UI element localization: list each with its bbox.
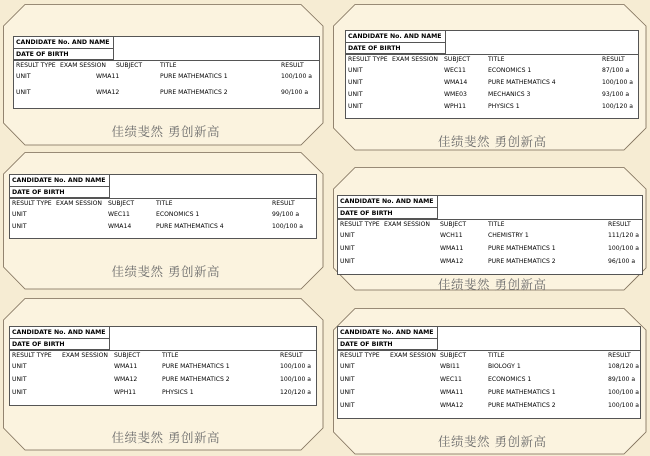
subject-code: WMA14 xyxy=(444,79,468,86)
result-value: 100/100 a xyxy=(608,389,639,396)
result-value: 90/100 a xyxy=(281,89,309,96)
col-result-type: RESULT TYPE xyxy=(12,200,52,207)
col-result-type: RESULT TYPE xyxy=(348,56,388,63)
header-divider xyxy=(10,350,316,351)
result-value: 89/100 a xyxy=(608,376,636,383)
subject-title: PURE MATHEMATICS 4 xyxy=(156,223,224,230)
result-value: 100/100 a xyxy=(608,245,639,252)
subject-code: WMA11 xyxy=(440,389,464,396)
result-type: UNIT xyxy=(348,67,363,74)
result-card xyxy=(3,4,324,146)
col-result: RESULT xyxy=(272,200,295,207)
subject-code: WEC11 xyxy=(440,376,462,383)
result-card xyxy=(3,152,324,290)
result-card xyxy=(333,308,647,455)
dob-label: DATE OF BIRTH xyxy=(10,187,110,198)
result-value: 100/100 a xyxy=(608,402,639,409)
result-type: UNIT xyxy=(16,89,31,96)
subject-title: PURE MATHEMATICS 4 xyxy=(488,79,556,86)
header-divider xyxy=(346,54,638,55)
dob-label: DATE OF BIRTH xyxy=(338,339,438,350)
candidate-label: CANDIDATE No. AND NAME xyxy=(338,327,438,339)
subject-code: WEC11 xyxy=(108,211,130,218)
subject-title: ECONOMICS 1 xyxy=(488,376,532,383)
subject-code: WMA12 xyxy=(440,402,464,409)
col-exam-session: EXAM SESSION xyxy=(56,200,102,207)
col-result: RESULT xyxy=(281,62,304,69)
col-subject: SUBJECT xyxy=(116,62,143,69)
result-type: UNIT xyxy=(12,223,27,230)
col-exam-session: EXAM SESSION xyxy=(62,352,108,359)
candidate-label: CANDIDATE No. AND NAME xyxy=(10,327,110,339)
result-type: UNIT xyxy=(340,402,355,409)
results-sheet xyxy=(9,174,317,239)
result-type: UNIT xyxy=(12,211,27,218)
results-sheet xyxy=(13,36,320,109)
result-type: UNIT xyxy=(12,376,27,383)
result-card xyxy=(333,167,647,291)
dob-label: DATE OF BIRTH xyxy=(14,49,114,60)
result-type: UNIT xyxy=(348,103,363,110)
candidate-label: CANDIDATE No. AND NAME xyxy=(338,196,438,208)
watermark: 佳绩斐然 勇创新高 xyxy=(438,134,547,149)
header-divider xyxy=(338,350,640,351)
result-type: UNIT xyxy=(12,389,27,396)
col-title: TITLE xyxy=(162,352,179,359)
result-type: UNIT xyxy=(16,73,31,80)
subject-code: WME03 xyxy=(444,91,467,98)
subject-code: WMA11 xyxy=(440,245,464,252)
col-exam-session: EXAM SESSION xyxy=(392,56,438,63)
result-value: 96/100 a xyxy=(608,258,636,265)
subject-code: WPH11 xyxy=(444,103,467,110)
results-sheet xyxy=(345,30,639,119)
subject-title: PURE MATHEMATICS 2 xyxy=(488,258,556,265)
watermark: 佳绩斐然 勇创新高 xyxy=(111,264,220,279)
col-subject: SUBJECT xyxy=(108,200,135,207)
result-type: UNIT xyxy=(340,258,355,265)
result-value: 108/120 a xyxy=(608,363,639,370)
result-type: UNIT xyxy=(12,363,27,370)
subject-code: WCH11 xyxy=(440,232,463,239)
col-subject: SUBJECT xyxy=(440,352,467,359)
result-type: UNIT xyxy=(340,389,355,396)
col-result-type: RESULT TYPE xyxy=(340,221,380,228)
result-value: 100/100 a xyxy=(280,376,311,383)
result-value: 100/100 a xyxy=(281,73,312,80)
col-exam-session: EXAM SESSION xyxy=(384,221,430,228)
subject-title: PURE MATHEMATICS 1 xyxy=(162,363,230,370)
subject-code: WMA11 xyxy=(114,363,138,370)
col-result-type: RESULT TYPE xyxy=(16,62,56,69)
subject-title: PURE MATHEMATICS 1 xyxy=(160,73,228,80)
subject-title: PURE MATHEMATICS 2 xyxy=(162,376,230,383)
result-type: UNIT xyxy=(348,91,363,98)
result-value: 99/100 a xyxy=(272,211,300,218)
subject-title: CHEMISTRY 1 xyxy=(488,232,529,239)
result-value: 111/120 a xyxy=(608,232,639,239)
col-result-type: RESULT TYPE xyxy=(12,352,52,359)
header-divider xyxy=(10,198,316,199)
header-divider xyxy=(338,219,642,220)
results-sheet xyxy=(337,326,641,419)
result-value: 93/100 a xyxy=(602,91,630,98)
result-type: UNIT xyxy=(348,79,363,86)
subject-code: WMA12 xyxy=(96,89,120,96)
subject-title: PURE MATHEMATICS 2 xyxy=(160,89,228,96)
result-type: UNIT xyxy=(340,232,355,239)
subject-title: ECONOMICS 1 xyxy=(156,211,200,218)
subject-title: ECONOMICS 1 xyxy=(488,67,532,74)
watermark: 佳绩斐然 勇创新高 xyxy=(111,430,220,445)
subject-title: MECHANICS 3 xyxy=(488,91,531,98)
result-value: 100/100 a xyxy=(272,223,303,230)
subject-title: BIOLOGY 1 xyxy=(488,363,521,370)
col-title: TITLE xyxy=(488,56,505,63)
result-card xyxy=(333,4,647,151)
col-result-type: RESULT TYPE xyxy=(340,352,380,359)
result-type: UNIT xyxy=(340,245,355,252)
result-value: 100/120 a xyxy=(602,103,633,110)
col-subject: SUBJECT xyxy=(444,56,471,63)
candidate-label: CANDIDATE No. AND NAME xyxy=(10,175,110,187)
watermark: 佳绩斐然 勇创新高 xyxy=(438,277,547,292)
subject-title: PHYSICS 1 xyxy=(162,389,194,396)
watermark: 佳绩斐然 勇创新高 xyxy=(438,434,547,449)
candidate-label: CANDIDATE No. AND NAME xyxy=(346,31,446,43)
subject-code: WMA12 xyxy=(440,258,464,265)
dob-label: DATE OF BIRTH xyxy=(10,339,110,350)
col-result: RESULT xyxy=(280,352,303,359)
col-subject: SUBJECT xyxy=(440,221,467,228)
col-exam-session: EXAM SESSION xyxy=(60,62,106,69)
col-result: RESULT xyxy=(608,352,631,359)
result-value: 100/100 a xyxy=(602,79,633,86)
result-type: UNIT xyxy=(340,363,355,370)
col-result: RESULT xyxy=(608,221,631,228)
results-sheet xyxy=(9,326,317,406)
result-value: 120/120 a xyxy=(280,389,311,396)
result-type: UNIT xyxy=(340,376,355,383)
subject-code: WMA14 xyxy=(108,223,132,230)
subject-code: WEC11 xyxy=(444,67,466,74)
header-divider xyxy=(14,60,319,61)
results-sheet xyxy=(337,195,643,275)
col-title: TITLE xyxy=(160,62,177,69)
subject-title: PURE MATHEMATICS 1 xyxy=(488,245,556,252)
subject-title: PURE MATHEMATICS 2 xyxy=(488,402,556,409)
subject-code: WMA11 xyxy=(96,73,120,80)
col-result: RESULT xyxy=(602,56,625,63)
col-title: TITLE xyxy=(156,200,173,207)
subject-code: WMA12 xyxy=(114,376,138,383)
result-value: 87/100 a xyxy=(602,67,630,74)
col-subject: SUBJECT xyxy=(114,352,141,359)
candidate-label: CANDIDATE No. AND NAME xyxy=(14,37,114,49)
subject-title: PURE MATHEMATICS 1 xyxy=(488,389,556,396)
subject-code: WBI11 xyxy=(440,363,460,370)
subject-code: WPH11 xyxy=(114,389,137,396)
col-title: TITLE xyxy=(488,221,505,228)
dob-label: DATE OF BIRTH xyxy=(338,208,438,219)
col-title: TITLE xyxy=(488,352,505,359)
subject-title: PHYSICS 1 xyxy=(488,103,520,110)
result-value: 100/100 a xyxy=(280,363,311,370)
dob-label: DATE OF BIRTH xyxy=(346,43,446,54)
col-exam-session: EXAM SESSION xyxy=(390,352,436,359)
watermark: 佳绩斐然 勇创新高 xyxy=(111,124,220,139)
result-card xyxy=(3,298,324,451)
